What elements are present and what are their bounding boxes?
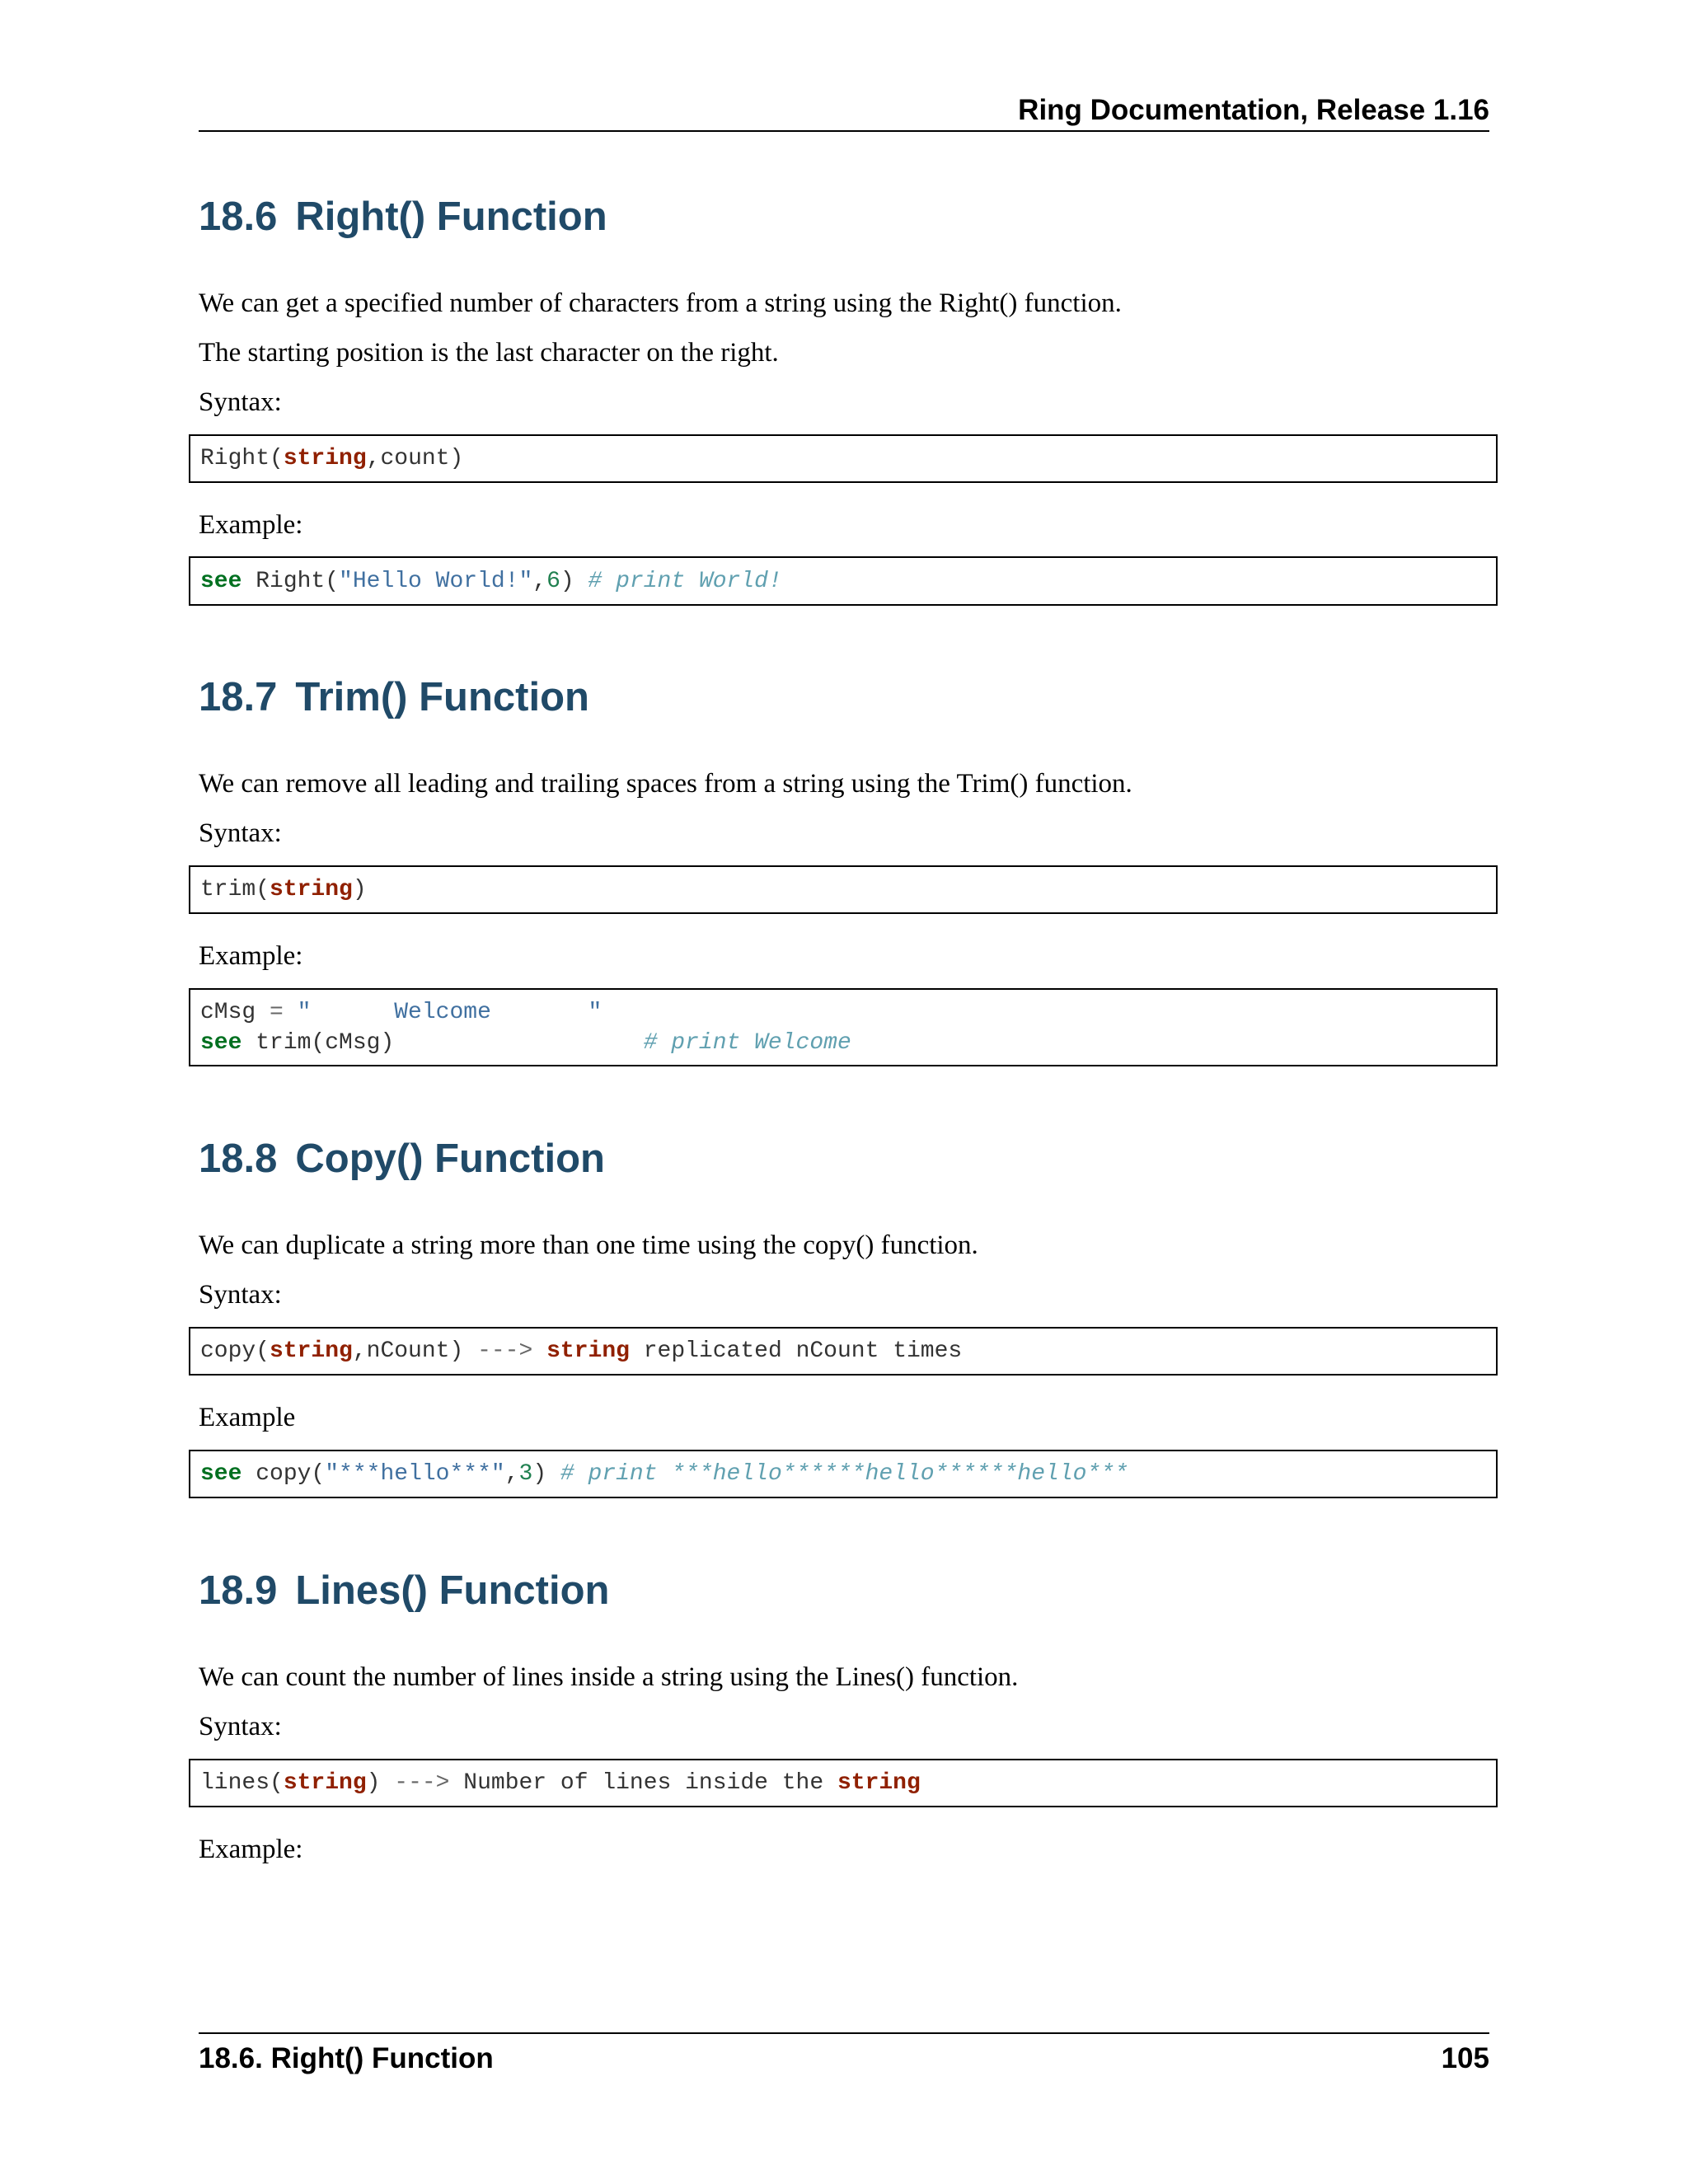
- section-heading-copy: [199, 1134, 605, 1183]
- code-line: trim(string): [200, 877, 367, 902]
- section-heading-right: [199, 192, 607, 241]
- paragraph: We can duplicate a string more than one time using the copy() function.: [199, 1230, 978, 1260]
- footer-rule: [199, 2032, 1489, 2034]
- code-block-example: [189, 988, 1498, 1066]
- section-title-text: Right() Function: [295, 194, 607, 239]
- code-line: lines(string) ---> Number of lines inside the string: [200, 1770, 921, 1796]
- code-line: copy(string,nCount) ---> string replicated nCount times: [200, 1338, 963, 1364]
- example-label: Example: [199, 1403, 296, 1432]
- syntax-label: Syntax:: [199, 1712, 282, 1741]
- syntax-label: Syntax:: [199, 818, 282, 848]
- section-title-text: Lines() Function: [295, 1568, 610, 1613]
- section-title-text: Trim() Function: [295, 675, 589, 719]
- code-line: cMsg = " Welcome ": [200, 999, 603, 1025]
- code-line: see trim(cMsg) # print Welcome: [200, 1029, 851, 1056]
- section-number: 18.9: [199, 1568, 278, 1613]
- example-label: Example:: [199, 941, 303, 971]
- code-block-syntax: [189, 434, 1498, 483]
- example-label: Example:: [199, 1835, 303, 1864]
- syntax-label: Syntax:: [199, 1280, 282, 1310]
- page-number: 105: [1441, 2042, 1489, 2074]
- section-title-text: Copy() Function: [295, 1137, 605, 1181]
- section-heading-lines: [199, 1566, 609, 1615]
- code-block-syntax: [189, 1759, 1498, 1807]
- code-block-syntax: [189, 1327, 1498, 1376]
- paragraph: We can count the number of lines inside a string using the Lines() function.: [199, 1662, 1019, 1692]
- running-header: Ring Documentation, Release 1.16: [1018, 94, 1489, 126]
- code-block-syntax: [189, 865, 1498, 914]
- paragraph: We can remove all leading and trailing spaces from a string using the Trim() function.: [199, 769, 1132, 799]
- section-number: 18.8: [199, 1137, 278, 1181]
- code-block-example: [189, 556, 1498, 606]
- section-number: 18.7: [199, 675, 278, 719]
- section-number: 18.6: [199, 194, 278, 239]
- footer-section-title: 18.6. Right() Function: [199, 2042, 494, 2074]
- paragraph: The starting position is the last character on the right.: [199, 338, 779, 368]
- syntax-label: Syntax:: [199, 387, 282, 417]
- header-rule: [199, 130, 1489, 132]
- paragraph: We can get a specified number of characters from a string using the Right() function.: [199, 288, 1122, 318]
- example-label: Example:: [199, 510, 303, 540]
- code-block-example: [189, 1450, 1498, 1498]
- code-line: see copy("***hello***",3) # print ***hello******hello******hello***: [200, 1461, 1128, 1487]
- code-line: see Right("Hello World!",6) # print World!: [200, 568, 782, 594]
- code-line: Right(string,count): [200, 446, 464, 471]
- section-heading-trim: [199, 673, 589, 722]
